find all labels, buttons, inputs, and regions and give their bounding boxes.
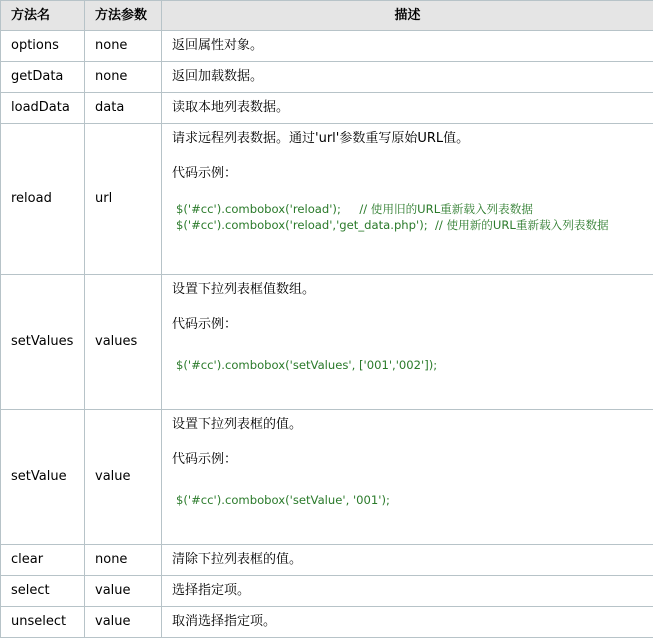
code-example-label: 代码示例： bbox=[172, 166, 238, 181]
method-param: value bbox=[85, 410, 162, 545]
method-name: unselect bbox=[1, 607, 85, 638]
table-row bbox=[1, 93, 653, 124]
table-row bbox=[1, 62, 653, 93]
table-header bbox=[1, 1, 653, 31]
method-name: getData bbox=[1, 62, 85, 93]
method-name: select bbox=[1, 576, 85, 607]
method-description: 返回属性对象。 bbox=[162, 31, 653, 62]
code-line: $('#cc').combobox('reload','get_data.php'); bbox=[176, 218, 428, 232]
method-name: setValues bbox=[1, 275, 85, 410]
code-example bbox=[176, 201, 653, 233]
method-description bbox=[162, 275, 653, 410]
method-name: clear bbox=[1, 545, 85, 576]
method-name: reload bbox=[1, 124, 85, 275]
header-method-name: 方法名 bbox=[1, 1, 85, 31]
header-row bbox=[1, 1, 653, 31]
code-comment: // 使用新的URL重新载入列表数据 bbox=[435, 218, 609, 232]
method-description: 返回加载数据。 bbox=[162, 62, 653, 93]
method-param: none bbox=[85, 545, 162, 576]
code-example bbox=[176, 492, 653, 508]
header-description: 描述 bbox=[162, 1, 653, 31]
table-row bbox=[1, 410, 653, 545]
table-row bbox=[1, 124, 653, 275]
code-example bbox=[176, 357, 653, 373]
code-example-label: 代码示例： bbox=[172, 452, 238, 467]
description-text: 请求远程列表数据。通过'url'参数重写原始URL值。 bbox=[172, 131, 470, 146]
method-description: 取消选择指定项。 bbox=[162, 607, 653, 638]
table-row bbox=[1, 31, 653, 62]
method-param: value bbox=[85, 607, 162, 638]
method-param: data bbox=[85, 93, 162, 124]
method-name: setValue bbox=[1, 410, 85, 545]
method-param: none bbox=[85, 31, 162, 62]
method-name: loadData bbox=[1, 93, 85, 124]
table-row bbox=[1, 576, 653, 607]
description-text: 设置下拉列表框的值。 bbox=[172, 417, 303, 432]
method-description: 选择指定项。 bbox=[162, 576, 653, 607]
code-line: $('#cc').combobox('setValue', '001'); bbox=[176, 493, 390, 507]
code-comment: // 使用旧的URL重新载入列表数据 bbox=[359, 202, 533, 216]
description-text: 设置下拉列表框值数组。 bbox=[172, 282, 316, 297]
method-description bbox=[162, 124, 653, 275]
method-description bbox=[162, 410, 653, 545]
table-row bbox=[1, 275, 653, 410]
header-method-param: 方法参数 bbox=[85, 1, 162, 31]
method-description: 清除下拉列表框的值。 bbox=[162, 545, 653, 576]
method-param: url bbox=[85, 124, 162, 275]
code-line: $('#cc').combobox('setValues', ['001','002']); bbox=[176, 358, 438, 372]
code-line: $('#cc').combobox('reload'); bbox=[176, 202, 341, 216]
table-row bbox=[1, 607, 653, 638]
method-param: values bbox=[85, 275, 162, 410]
code-example-label: 代码示例： bbox=[172, 317, 238, 332]
method-name: options bbox=[1, 31, 85, 62]
method-param: value bbox=[85, 576, 162, 607]
table-row bbox=[1, 545, 653, 576]
method-description: 读取本地列表数据。 bbox=[162, 93, 653, 124]
method-param: none bbox=[85, 62, 162, 93]
